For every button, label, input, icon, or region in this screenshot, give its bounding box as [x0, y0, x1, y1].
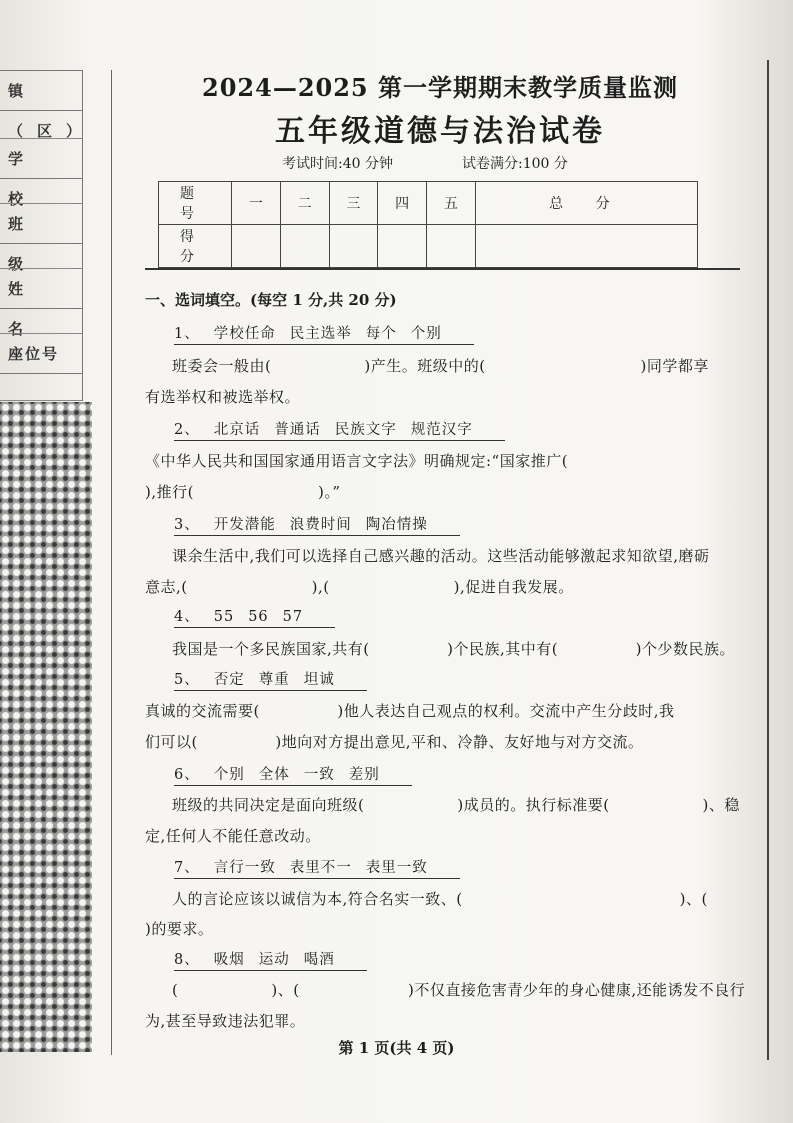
question-number: 3、	[174, 517, 200, 533]
word: 全体	[258, 767, 290, 783]
word: 规范汉字	[410, 422, 473, 438]
score-blank[interactable]	[378, 225, 427, 268]
word: 尊重	[258, 672, 290, 688]
binding-seat: 座位号	[0, 334, 82, 374]
word: 个别	[213, 767, 245, 783]
score-table	[158, 181, 698, 268]
word: 浪费时间	[289, 517, 352, 533]
word: 北京话	[213, 422, 261, 438]
exam-title: 2024—2025 第一学期期末教学质量监测	[202, 73, 678, 102]
word-bank	[174, 418, 505, 441]
binding-spacer	[0, 309, 82, 334]
word: 55	[213, 609, 235, 625]
word-bank	[174, 605, 335, 628]
binding-class: 班 级	[0, 204, 82, 244]
word-bank	[174, 763, 412, 786]
question-number: 7、	[174, 860, 200, 876]
score-cell: 四	[378, 182, 427, 225]
binding-town: 镇（区）	[0, 71, 82, 111]
page-edge-line	[767, 60, 769, 1060]
word: 57	[282, 609, 304, 625]
word: 表里不一	[289, 860, 352, 876]
binding-school: 学 校	[0, 139, 82, 179]
section-title: 一、选词填空。(每空 1 分,共 20 分)	[145, 291, 397, 309]
binding-spacer	[0, 111, 82, 139]
question-text: 《中华人民共和国国家通用语言文字法》明确规定:“国家推广(	[145, 452, 569, 470]
binding-line	[111, 70, 112, 1055]
binding-name: 姓 名	[0, 269, 82, 309]
binding-spacer	[0, 374, 82, 401]
word: 开发潜能	[213, 517, 276, 533]
word: 民主选举	[289, 326, 352, 342]
score-blank[interactable]	[232, 225, 281, 268]
question-text: 班级的共同决定是面向班级( )成员的。执行标准要( )、稳	[172, 796, 740, 814]
word-bank	[174, 322, 474, 345]
word: 陶冶情操	[365, 517, 428, 533]
word: 坦诚	[303, 672, 335, 688]
question-text: 班委会一般由( )产生。班级中的( )同学都享	[172, 357, 709, 375]
score-cell: 题 号	[159, 182, 232, 225]
word: 56	[248, 609, 269, 625]
score-label: 得 分	[159, 225, 232, 268]
score-cell: 一	[232, 182, 281, 225]
score-cell: 总 分	[475, 182, 697, 225]
question-text: 人的言论应该以诚信为本,符合名实一致、( )、(	[172, 890, 708, 908]
question-number: 2、	[174, 422, 200, 438]
word-bank	[174, 856, 460, 879]
word: 一致	[303, 767, 335, 783]
word-bank	[174, 948, 367, 971]
exam-full-score: 试卷满分:100 分	[462, 156, 568, 172]
score-blank[interactable]	[427, 225, 476, 268]
question-text: 为,甚至导致违法犯罪。	[145, 1012, 306, 1030]
word: 学校任命	[213, 326, 276, 342]
word: 吸烟	[213, 952, 245, 968]
score-blank[interactable]	[329, 225, 378, 268]
question-text: ),推行( )。”	[145, 483, 341, 501]
question-text: 真诚的交流需要( )他人表达自己观点的权利。交流中产生分歧时,我	[145, 702, 675, 720]
question-text: 我国是一个多民族国家,共有( )个民族,其中有( )个少数民族。	[172, 640, 735, 658]
question-number: 5、	[174, 672, 200, 688]
question-number: 6、	[174, 767, 200, 783]
word: 每个	[365, 326, 397, 342]
score-blank[interactable]	[475, 225, 697, 268]
exam-subtitle: 五年级道德与法治试卷	[275, 114, 605, 149]
word: 个别	[410, 326, 442, 342]
word: 言行一致	[213, 860, 276, 876]
binding-pattern	[0, 402, 92, 1052]
question-text: )的要求。	[145, 920, 214, 938]
binding-strip	[0, 70, 96, 401]
binding-spacer	[0, 244, 82, 269]
question-text: 有选举权和被选举权。	[145, 388, 301, 406]
word: 否定	[213, 672, 245, 688]
question-text: 们可以( )地向对方提出意见,平和、冷静、友好地与对方交流。	[145, 733, 644, 751]
score-table-score-row	[159, 225, 698, 268]
word: 普通话	[274, 422, 321, 438]
word: 差别	[348, 767, 380, 783]
word: 民族文字	[334, 422, 397, 438]
score-blank[interactable]	[280, 225, 329, 268]
question-number: 1、	[174, 326, 200, 342]
score-table-header-row	[159, 182, 698, 225]
binding-spacer	[0, 179, 82, 204]
word-bank	[174, 668, 367, 691]
word: 喝酒	[303, 952, 335, 968]
question-text: 定,任何人不能任意改动。	[145, 827, 321, 845]
exam-time: 考试时间:40 分钟	[282, 156, 393, 172]
question-text: ( )、( )不仅直接危害青少年的身心健康,还能诱发不良行	[172, 981, 746, 999]
question-text: 意志,( ),( ),促进自我发展。	[145, 578, 574, 596]
question-number: 4、	[174, 609, 200, 625]
word: 表里一致	[365, 860, 428, 876]
page-number: 第 1 页(共 4 页)	[338, 1039, 455, 1057]
score-cell: 五	[427, 182, 476, 225]
word-bank	[174, 513, 460, 536]
header-divider	[145, 268, 740, 270]
question-number: 8、	[174, 952, 200, 968]
score-cell: 三	[329, 182, 378, 225]
score-cell: 二	[280, 182, 329, 225]
question-text: 课余生活中,我们可以选择自己感兴趣的活动。这些活动能够激起求知欲望,磨砺	[172, 547, 710, 565]
word: 运动	[258, 952, 290, 968]
